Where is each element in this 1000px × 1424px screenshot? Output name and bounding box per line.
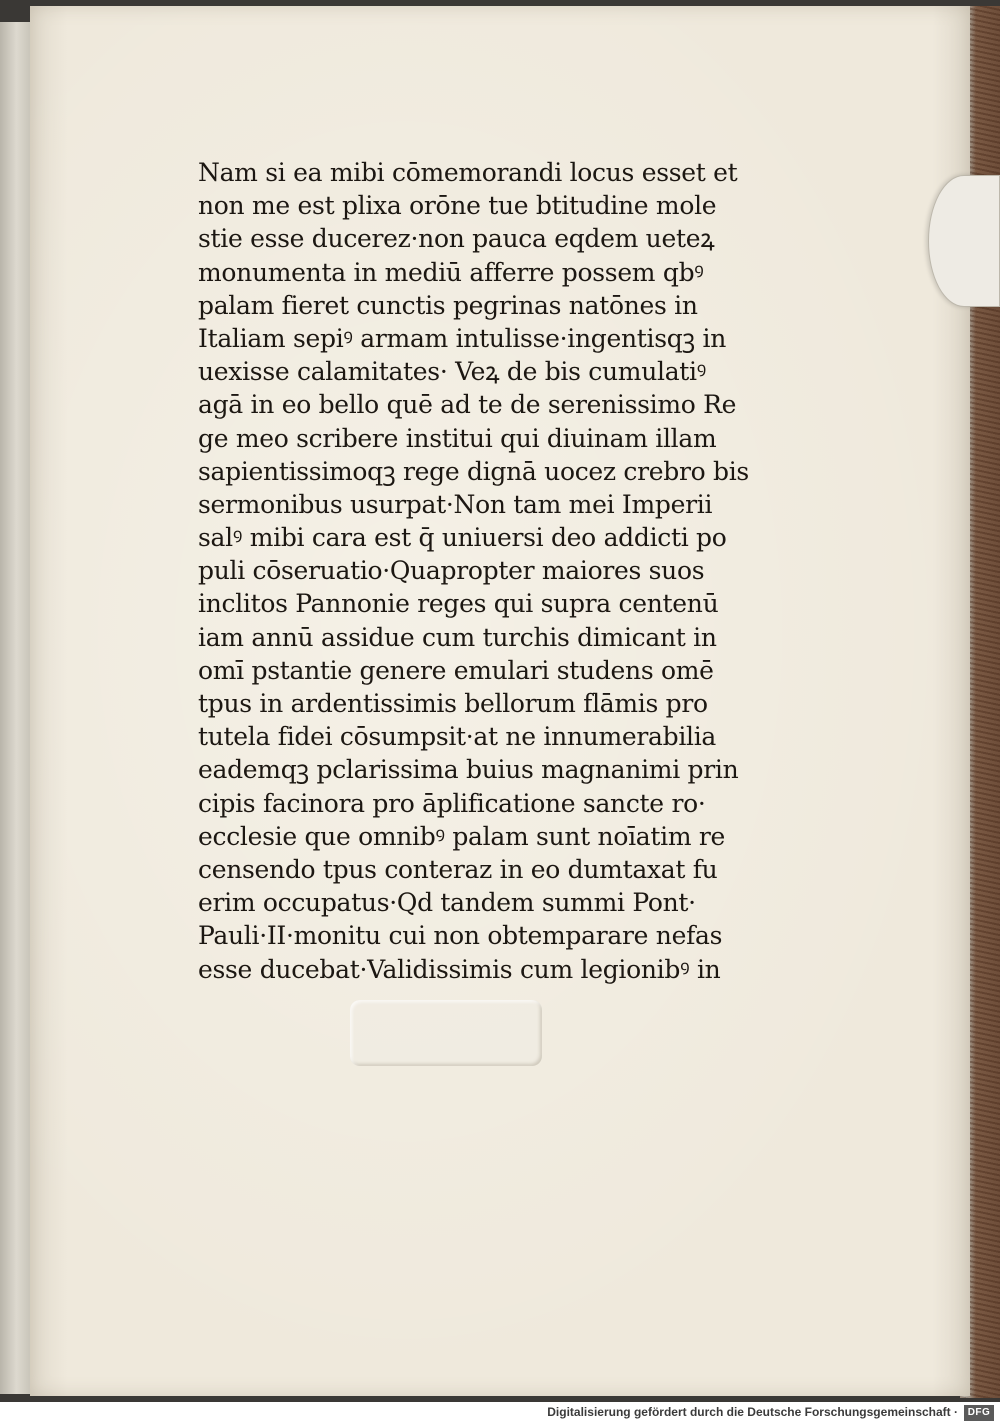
text-line: sermonibus usurpat·Non tam mei Imperii [198,489,713,519]
printed-text-block [198,156,758,986]
text-line: Italiam sepiꝰ armam intulisse·ingentisqꝫ in [198,323,727,353]
footer-bar [0,1402,1000,1424]
text-line: uexisse calamitates· Veꝝ de bis cumulatiꝰ [198,357,706,387]
page-marker-tab [928,175,1000,307]
text-line: palam fieret cunctis pegrinas natōnes in [198,290,698,320]
dfg-logo: DFG [964,1405,994,1421]
text-line: tutela fidei cōsumpsit·at ne innumerabilia [198,722,717,752]
text-line: stie esse ducerez·non pauca eqdem ueteꝝ [198,224,715,254]
text-line: erim occupatus·Qd tandem summi Pont· [198,888,696,918]
text-line: salꝰ mibi cara est q̄ uniuersi deo addicti po [198,523,727,553]
text-line: tpus in ardentissimis bellorum flāmis pro [198,689,708,718]
text-line: iam annū assidue cum turchis dimicant in [198,622,717,652]
funding-credit: Digitalisierung gefördert durch die Deutsche Forschungsgemeinschaft · [547,1405,958,1419]
left-page-edge [0,22,31,1394]
text-line: non me est plixa orōne tue btitudine mole [198,191,717,221]
text-line: inclitos Pannonie reges qui supra centenū [198,589,719,619]
text-line: Pauli·II·monitu cui non obtemparare nefas [198,921,723,951]
text-line: esse ducebat·Validissimis cum legionibꝰ in [198,954,721,984]
text-line: omī pstantie genere emulari studens omē [198,655,714,685]
blind-stamp [350,1000,542,1066]
text-line: ecclesie que omnibꝰ palam sunt noīatim re [198,821,726,851]
text-line: monumenta in mediū afferre possem qbꝰ [198,257,704,287]
text-line: Nam si ea mibi cōmemorandi locus esset et [198,158,738,187]
text-line: cipis facinora pro āplificatione sancte ro· [198,788,706,818]
text-line: sapientissimoqꝫ rege dignā uocez crebro bis [198,456,749,486]
text-line: agā in eo bello quē ad te de serenissimo Re [198,390,737,420]
text-line: censendo tpus conteraz in eo dumtaxat fu [198,854,718,884]
text-line: eademqꝫ pclarissima buius magnanimi prin [198,755,739,785]
text-line: puli cōseruatio·Quapropter maiores suos [198,556,705,586]
text-line: ge meo scribere institui qui diuinam illam [198,423,717,453]
